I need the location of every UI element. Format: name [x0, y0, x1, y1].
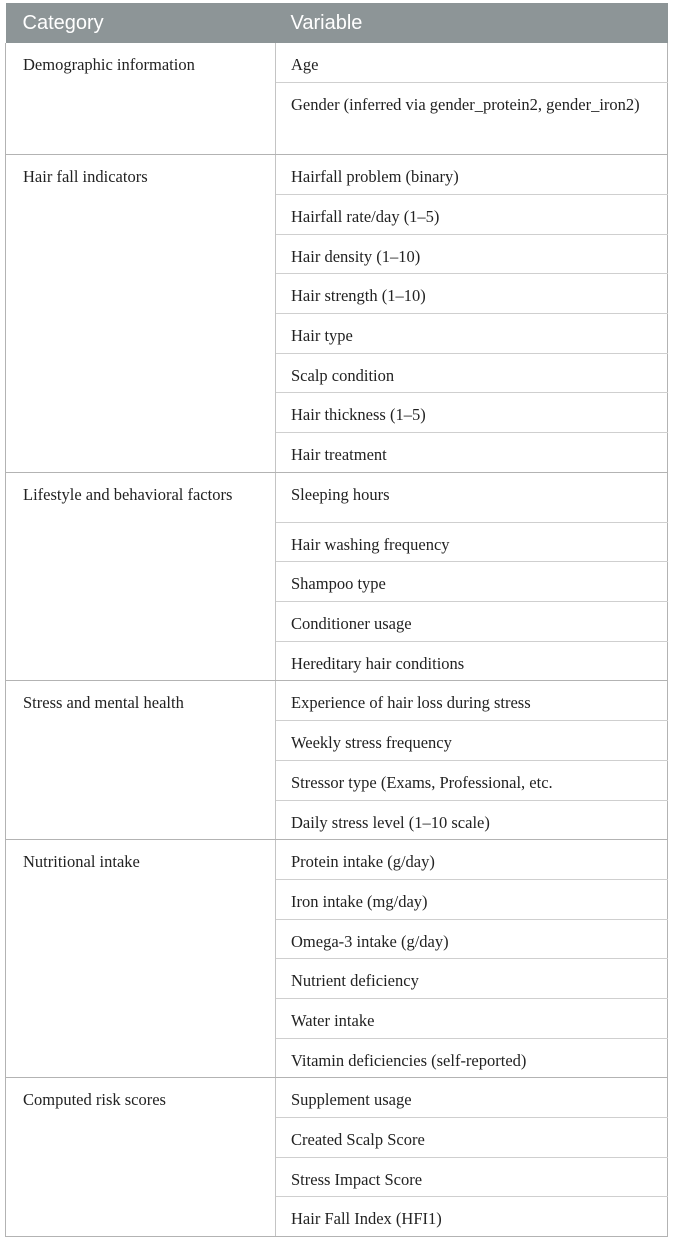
variable-cell: Hairfall problem (binary)	[276, 155, 668, 195]
table-row	[6, 840, 668, 880]
variable-cell: Hair washing frequency	[276, 522, 668, 562]
category-cell: Computed risk scores	[6, 1078, 276, 1237]
variable-cell: Conditioner usage	[276, 602, 668, 642]
variable-cell: Experience of hair loss during stress	[276, 681, 668, 721]
variable-cell: Supplement usage	[276, 1078, 668, 1118]
table-row	[6, 43, 668, 83]
variable-cell: Vitamin deficiencies (self-reported)	[276, 1038, 668, 1078]
category-cell: Demographic information	[6, 43, 276, 155]
table-row	[6, 155, 668, 195]
variable-cell: Stressor type (Exams, Professional, etc.	[276, 760, 668, 800]
variable-cell: Weekly stress frequency	[276, 721, 668, 761]
variable-cell: Gender (inferred via gender_protein2, gender_iron2)	[276, 83, 668, 155]
header-category: Category	[6, 3, 276, 43]
header-variable: Variable	[276, 3, 668, 43]
category-cell: Stress and mental health	[6, 681, 276, 840]
category-cell: Lifestyle and behavioral factors	[6, 472, 276, 681]
variable-cell: Protein intake (g/day)	[276, 840, 668, 880]
variable-cell: Water intake	[276, 998, 668, 1038]
variable-cell: Hair strength (1–10)	[276, 274, 668, 314]
variable-cell: Created Scalp Score	[276, 1118, 668, 1158]
variable-cell: Nutrient deficiency	[276, 959, 668, 999]
table-row	[6, 681, 668, 721]
category-cell: Hair fall indicators	[6, 155, 276, 473]
variables-table	[5, 3, 668, 1237]
variable-cell: Sleeping hours	[276, 472, 668, 522]
variable-cell: Hair thickness (1–5)	[276, 393, 668, 433]
table-row	[6, 472, 668, 522]
variable-cell: Hair treatment	[276, 433, 668, 473]
variable-cell: Hair type	[276, 313, 668, 353]
header-row	[6, 3, 668, 43]
variable-cell: Daily stress level (1–10 scale)	[276, 800, 668, 840]
variable-cell: Hereditary hair conditions	[276, 641, 668, 681]
variable-cell: Stress Impact Score	[276, 1157, 668, 1197]
table-row	[6, 1078, 668, 1118]
table-body	[6, 43, 668, 1237]
variable-cell: Shampoo type	[276, 562, 668, 602]
variable-cell: Hair Fall Index (HFI1)	[276, 1197, 668, 1237]
variable-cell: Omega-3 intake (g/day)	[276, 919, 668, 959]
variable-cell: Hair density (1–10)	[276, 234, 668, 274]
variable-cell: Iron intake (mg/day)	[276, 879, 668, 919]
category-cell: Nutritional intake	[6, 840, 276, 1078]
variable-cell: Hairfall rate/day (1–5)	[276, 194, 668, 234]
variable-cell: Scalp condition	[276, 353, 668, 393]
variable-cell: Age	[276, 43, 668, 83]
